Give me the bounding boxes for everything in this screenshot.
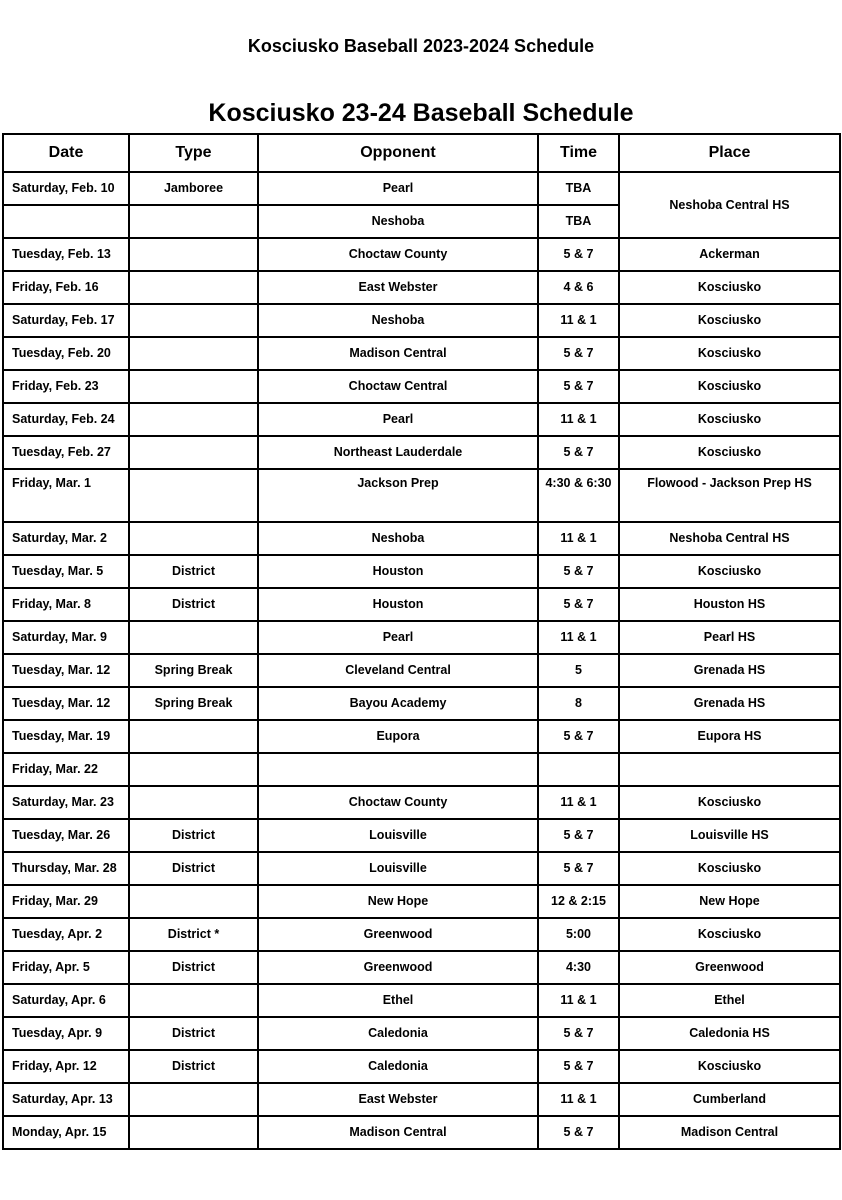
time-cell: 5 & 7 xyxy=(538,337,619,370)
date-cell: Tuesday, Mar. 12 xyxy=(3,654,129,687)
time-cell: 11 & 1 xyxy=(538,304,619,337)
type-cell: District xyxy=(129,1050,258,1083)
table-row xyxy=(3,1116,840,1149)
type-cell xyxy=(129,205,258,238)
date-cell: Tuesday, Mar. 19 xyxy=(3,720,129,753)
opponent-cell: Madison Central xyxy=(258,337,538,370)
type-cell xyxy=(129,436,258,469)
place-cell: Cumberland xyxy=(619,1083,840,1116)
place-cell: Neshoba Central HS xyxy=(619,172,840,238)
time-cell: 5 & 7 xyxy=(538,1017,619,1050)
time-cell: 5 & 7 xyxy=(538,238,619,271)
time-cell: 5 & 7 xyxy=(538,720,619,753)
date-cell: Friday, Mar. 1 xyxy=(3,469,129,522)
type-cell xyxy=(129,469,258,522)
date-cell: Tuesday, Feb. 13 xyxy=(3,238,129,271)
table-row xyxy=(3,819,840,852)
place-cell: Kosciusko xyxy=(619,786,840,819)
table-row xyxy=(3,370,840,403)
table-row xyxy=(3,621,840,654)
place-cell: Kosciusko xyxy=(619,304,840,337)
column-header-opponent: Opponent xyxy=(258,134,538,172)
place-cell: Greenwood xyxy=(619,951,840,984)
table-row xyxy=(3,271,840,304)
date-cell: Tuesday, Feb. 27 xyxy=(3,436,129,469)
date-cell: Tuesday, Mar. 5 xyxy=(3,555,129,588)
time-cell: 4:30 & 6:30 xyxy=(538,469,619,522)
opponent-cell: Caledonia xyxy=(258,1017,538,1050)
type-cell xyxy=(129,1116,258,1149)
table-row xyxy=(3,172,840,205)
date-cell: Saturday, Feb. 10 xyxy=(3,172,129,205)
time-cell: 8 xyxy=(538,687,619,720)
type-cell xyxy=(129,370,258,403)
place-cell: Eupora HS xyxy=(619,720,840,753)
place-cell: New Hope xyxy=(619,885,840,918)
date-cell xyxy=(3,205,129,238)
opponent-cell: Choctaw County xyxy=(258,786,538,819)
opponent-cell: Choctaw Central xyxy=(258,370,538,403)
table-row xyxy=(3,951,840,984)
type-cell: District xyxy=(129,555,258,588)
date-cell: Tuesday, Apr. 9 xyxy=(3,1017,129,1050)
type-cell xyxy=(129,304,258,337)
table-row xyxy=(3,753,840,786)
time-cell: 11 & 1 xyxy=(538,403,619,436)
time-cell: 11 & 1 xyxy=(538,1083,619,1116)
place-cell: Louisville HS xyxy=(619,819,840,852)
time-cell: TBA xyxy=(538,205,619,238)
type-cell: District xyxy=(129,1017,258,1050)
time-cell: 12 & 2:15 xyxy=(538,885,619,918)
opponent-cell: Eupora xyxy=(258,720,538,753)
opponent-cell: Louisville xyxy=(258,852,538,885)
place-cell: Caledonia HS xyxy=(619,1017,840,1050)
schedule-table xyxy=(2,133,841,1150)
table-row xyxy=(3,1083,840,1116)
header-row xyxy=(3,134,840,172)
table-row xyxy=(3,984,840,1017)
date-cell: Saturday, Feb. 17 xyxy=(3,304,129,337)
date-cell: Friday, Mar. 8 xyxy=(3,588,129,621)
type-cell: District xyxy=(129,588,258,621)
type-cell: Spring Break xyxy=(129,687,258,720)
time-cell: 5 & 7 xyxy=(538,852,619,885)
document-title: Kosciusko 23-24 Baseball Schedule xyxy=(208,99,634,127)
opponent-cell: Cleveland Central xyxy=(258,654,538,687)
type-cell: District * xyxy=(129,918,258,951)
date-cell: Friday, Apr. 5 xyxy=(3,951,129,984)
column-header-type: Type xyxy=(129,134,258,172)
type-cell xyxy=(129,238,258,271)
opponent-cell: Madison Central xyxy=(258,1116,538,1149)
place-cell: Madison Central xyxy=(619,1116,840,1149)
opponent-cell: Pearl xyxy=(258,621,538,654)
type-cell: District xyxy=(129,819,258,852)
date-cell: Tuesday, Mar. 12 xyxy=(3,687,129,720)
date-cell: Saturday, Mar. 9 xyxy=(3,621,129,654)
place-cell: Ackerman xyxy=(619,238,840,271)
place-cell: Kosciusko xyxy=(619,337,840,370)
table-row xyxy=(3,1050,840,1083)
time-cell: 11 & 1 xyxy=(538,522,619,555)
time-cell: 5 xyxy=(538,654,619,687)
opponent-cell: East Webster xyxy=(258,1083,538,1116)
date-cell: Monday, Apr. 15 xyxy=(3,1116,129,1149)
date-cell: Saturday, Apr. 13 xyxy=(3,1083,129,1116)
table-row xyxy=(3,918,840,951)
date-cell: Friday, Apr. 12 xyxy=(3,1050,129,1083)
type-cell xyxy=(129,403,258,436)
opponent-cell: Louisville xyxy=(258,819,538,852)
time-cell: 11 & 1 xyxy=(538,984,619,1017)
type-cell xyxy=(129,753,258,786)
time-cell: 4 & 6 xyxy=(538,271,619,304)
time-cell: 11 & 1 xyxy=(538,786,619,819)
table-row xyxy=(3,852,840,885)
type-cell: Jamboree xyxy=(129,172,258,205)
time-cell xyxy=(538,753,619,786)
place-cell: Ethel xyxy=(619,984,840,1017)
opponent-cell: Jackson Prep xyxy=(258,469,538,522)
place-cell: Kosciusko xyxy=(619,852,840,885)
opponent-cell: Neshoba xyxy=(258,205,538,238)
time-cell: 5 & 7 xyxy=(538,370,619,403)
table-row xyxy=(3,687,840,720)
time-cell: 5 & 7 xyxy=(538,1050,619,1083)
table-row xyxy=(3,588,840,621)
type-cell xyxy=(129,720,258,753)
table-row xyxy=(3,337,840,370)
opponent-cell: Houston xyxy=(258,555,538,588)
place-cell: Houston HS xyxy=(619,588,840,621)
date-cell: Friday, Mar. 29 xyxy=(3,885,129,918)
table-row xyxy=(3,1017,840,1050)
column-header-time: Time xyxy=(538,134,619,172)
time-cell: 5 & 7 xyxy=(538,555,619,588)
opponent-cell: Choctaw County xyxy=(258,238,538,271)
place-cell: Kosciusko xyxy=(619,370,840,403)
date-cell: Friday, Mar. 22 xyxy=(3,753,129,786)
table-row xyxy=(3,238,840,271)
table-row xyxy=(3,436,840,469)
page-header: Kosciusko Baseball 2023-2024 Schedule xyxy=(247,36,595,56)
table-row xyxy=(3,555,840,588)
place-cell: Grenada HS xyxy=(619,687,840,720)
type-cell xyxy=(129,271,258,304)
date-cell: Friday, Feb. 16 xyxy=(3,271,129,304)
opponent-cell: Greenwood xyxy=(258,951,538,984)
date-cell: Saturday, Mar. 23 xyxy=(3,786,129,819)
type-cell xyxy=(129,1083,258,1116)
opponent-cell: Neshoba xyxy=(258,522,538,555)
type-cell xyxy=(129,522,258,555)
type-cell xyxy=(129,337,258,370)
table-row xyxy=(3,786,840,819)
table-row xyxy=(3,885,840,918)
date-cell: Friday, Feb. 23 xyxy=(3,370,129,403)
time-cell: 5 & 7 xyxy=(538,588,619,621)
type-cell: District xyxy=(129,951,258,984)
place-cell: Neshoba Central HS xyxy=(619,522,840,555)
type-cell: District xyxy=(129,852,258,885)
date-cell: Thursday, Mar. 28 xyxy=(3,852,129,885)
date-cell: Tuesday, Apr. 2 xyxy=(3,918,129,951)
opponent-cell: Pearl xyxy=(258,403,538,436)
table-row xyxy=(3,403,840,436)
opponent-cell: Houston xyxy=(258,588,538,621)
opponent-cell xyxy=(258,753,538,786)
opponent-cell: Bayou Academy xyxy=(258,687,538,720)
opponent-cell: Neshoba xyxy=(258,304,538,337)
place-cell xyxy=(619,753,840,786)
time-cell: 5 & 7 xyxy=(538,819,619,852)
table-row xyxy=(3,304,840,337)
opponent-cell: New Hope xyxy=(258,885,538,918)
type-cell xyxy=(129,621,258,654)
place-cell: Kosciusko xyxy=(619,436,840,469)
column-header-place: Place xyxy=(619,134,840,172)
type-cell xyxy=(129,984,258,1017)
schedule-body xyxy=(3,172,840,1149)
place-cell: Kosciusko xyxy=(619,918,840,951)
type-cell: Spring Break xyxy=(129,654,258,687)
opponent-cell: East Webster xyxy=(258,271,538,304)
opponent-cell: Caledonia xyxy=(258,1050,538,1083)
table-row xyxy=(3,654,840,687)
type-cell xyxy=(129,786,258,819)
date-cell: Saturday, Mar. 2 xyxy=(3,522,129,555)
opponent-cell: Northeast Lauderdale xyxy=(258,436,538,469)
opponent-cell: Ethel xyxy=(258,984,538,1017)
time-cell: 4:30 xyxy=(538,951,619,984)
time-cell: 5 & 7 xyxy=(538,1116,619,1149)
place-cell: Flowood - Jackson Prep HS xyxy=(619,469,840,522)
table-row xyxy=(3,522,840,555)
date-cell: Saturday, Apr. 6 xyxy=(3,984,129,1017)
time-cell: 5:00 xyxy=(538,918,619,951)
place-cell: Kosciusko xyxy=(619,1050,840,1083)
table-row xyxy=(3,469,840,522)
place-cell: Kosciusko xyxy=(619,271,840,304)
table-row xyxy=(3,720,840,753)
place-cell: Kosciusko xyxy=(619,403,840,436)
opponent-cell: Greenwood xyxy=(258,918,538,951)
date-cell: Tuesday, Feb. 20 xyxy=(3,337,129,370)
time-cell: 5 & 7 xyxy=(538,436,619,469)
time-cell: TBA xyxy=(538,172,619,205)
opponent-cell: Pearl xyxy=(258,172,538,205)
place-cell: Kosciusko xyxy=(619,555,840,588)
time-cell: 11 & 1 xyxy=(538,621,619,654)
type-cell xyxy=(129,885,258,918)
place-cell: Pearl HS xyxy=(619,621,840,654)
date-cell: Saturday, Feb. 24 xyxy=(3,403,129,436)
place-cell: Grenada HS xyxy=(619,654,840,687)
date-cell: Tuesday, Mar. 26 xyxy=(3,819,129,852)
column-header-date: Date xyxy=(3,134,129,172)
